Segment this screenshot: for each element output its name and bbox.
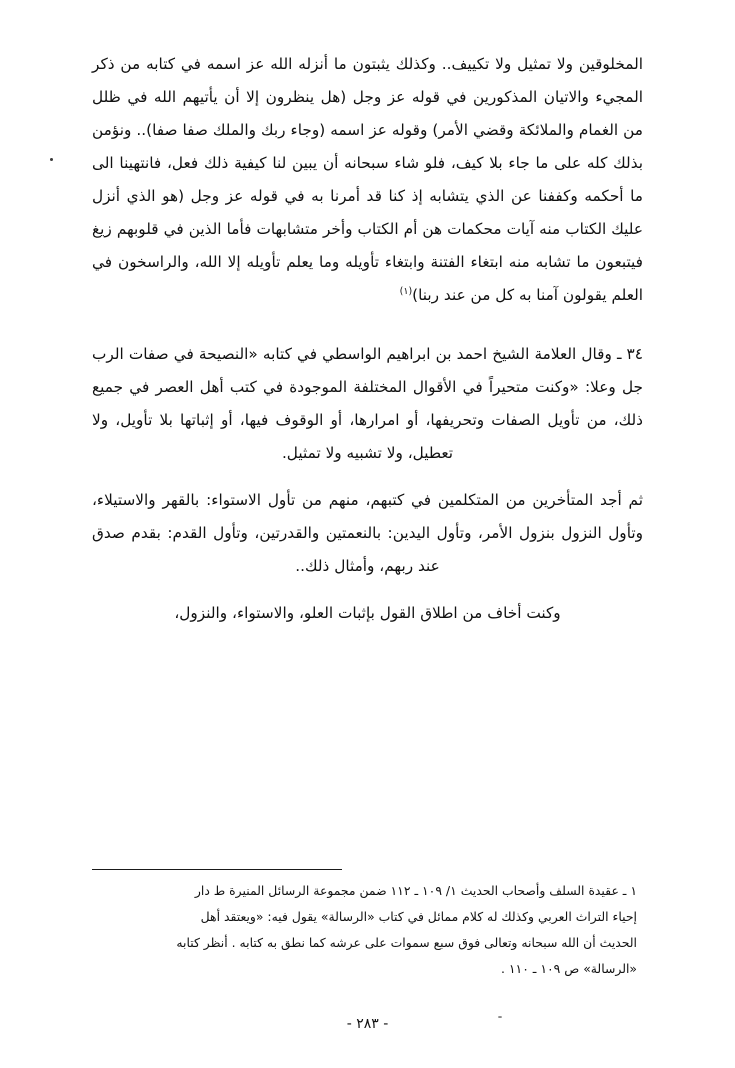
footnote-line-4: «الرسالة» ص ١٠٩ ـ ١١٠ . [501,961,637,976]
footnote-area [92,851,643,982]
page-body [92,48,643,630]
footnote-reference-1: (١) [399,285,413,297]
paragraph-4 [92,597,643,630]
footnote-line-3: الحديث أن الله سبحانه وتعالى فوق سبع سموات على عرشه كما نطق به كتابه . أنظر كتابه [176,935,637,950]
page-number: - ٢٨٣ - [346,1016,389,1032]
paragraph-2-number: ٣٤ ـ [616,345,643,363]
footnote-line-2: إحياء التراث العربي وكذلك له كلام ممائل في كتاب «الرسالة» يقول فيه: «ويعتقد أهل [200,909,637,924]
paragraph-2-text: وقال العلامة الشيخ احمد بن ابراهيم الواسطي في كتابه «النصيحة في صفات الرب جل وعلا: «وكنت متحيراً في الأقوال المختلفة الموجودة في كتب أهل العصر في جميع ذلك، من تأويل الصفات وتحريفها، أو امرارها، أو الوقوف فيها، أو إثباتها بلا تأويل، ولا تعطيل، ولا تشبيه ولا تمثيل. [92,345,643,462]
paragraph-4-text: وكنت أخاف من اطلاق القول بإثبات العلو، والاستواء، والنزول، [174,604,561,622]
margin-speck [50,158,53,161]
paragraph-1-text: المخلوقين ولا تمثيل ولا تكييف.. وكذلك يثبتون ما أنزله الله عز اسمه في كتابه من ذكر المجيء والاتيان المذكورين في قوله عز وجل (هل ينظرون إلا أن يأتيهم الله في ظلل من الغمام والملائكة وقضي الأمر) وقوله عز اسمه (وجاء ربك والملك صفا صفا).. ونؤمن بذلك كله على ما جاء بلا كيف، فلو شاء سبحانه أن يبين لنا كيفية ذلك فعل، فانتهينا الى ما أحكمه وكففنا عن الذي يتشابه إذ كنا قد أمرنا به في قوله عز وجل (هو الذي أنزل عليك الكتاب منه آيات محكمات هن أم الكتاب وأخر متشابهات فأما الذين في قلوبهم زيغ فيتبعون ما تشابه منه ابتغاء الفتنة وابتغاء تأويله وما يعلم تأويله إلا الله، والراسخون في العلم يقولون آمنا به كل من عند ربنا) [92,55,643,304]
paragraph-3-text: ثم أجد المتأخرين من المتكلمين في كتبهم، منهم من تأول الاستواء: بالقهر والاستيلاء، وتأول النزول بنزول الأمر، وتأول اليدين: بالنعمتين والقدرتين، وتأول القدم: بقدم صدق عند ربهم، وأمثال ذلك.. [92,491,643,575]
scan-speck [498,1016,502,1018]
paragraph-1 [92,48,643,312]
paragraph-2 [92,338,643,470]
footnote-line-1: ١ ـ عقيدة السلف وأصحاب الحديث ١/ ١٠٩ ـ ١١٢ ضمن مجموعة الرسائل المنيرة ط دار [194,883,637,898]
paragraph-3 [92,484,643,583]
footnote-separator-rule [92,869,342,870]
footnote-block [92,878,643,982]
